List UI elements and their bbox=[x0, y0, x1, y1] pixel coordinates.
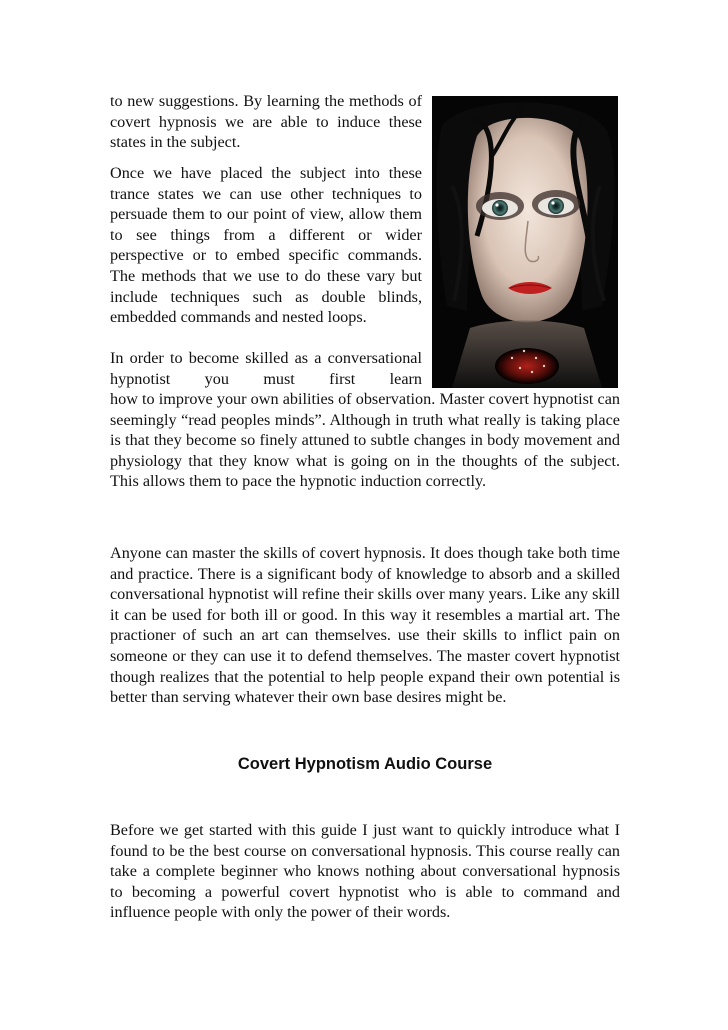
paragraph-observation-start: In order to become skilled as a conversational hypnotist you must first learn bbox=[110, 349, 422, 388]
paragraph-course-intro: Before we get started with this guide I just want to quickly introduce what I found to be the best course on conversational hypnosis. This course really can take a complete beginner who knows nothing about conversational hypnosis to becoming a powerful covert hypnotist who is able to command and influence people with only the power of their words. bbox=[110, 821, 620, 922]
portrait-image bbox=[432, 96, 618, 388]
paragraph-observation-continued: how to improve your own abilities of observation. Master covert hypnotist can seemingly “read peoples minds”. Although in truth what really is taking place is that they become so finely attuned to subtle changes in body movement and physiology that they know what is going on in the thoughts of the subject. This allows them to pace the hypnotic induction correctly. bbox=[110, 390, 620, 491]
paragraph-intro-continued: to new suggestions. By learning the methods of covert hypnosis we are able to induce these states in the subject. bbox=[110, 92, 422, 152]
paragraph-trance-techniques: Once we have placed the subject into these trance states we can use other techniques to persuade them to our point of view, allow them to see things from a different or wider perspective or to embed specific commands. The methods that we use to do these vary but include techniques such as double blinds, embedded commands and nested loops. bbox=[110, 164, 422, 327]
paragraph-master-skills: Anyone can master the skills of covert hypnosis. It does though take both time and practice. There is a significant body of knowledge to absorb and a skilled conversational hypnotist will refine their skills over many years. Like any skill it can be used for both ill or good. In this way it resembles a martial art. The practioner of such an art can themselves. use their skills to inflict pain on someone or they can use it to defend themselves. The master covert hypnotist though realizes that the potential to help people expand their own potential is better than serving whatever their own base desires might be. bbox=[110, 544, 620, 707]
section-heading: Covert Hypnotism Audio Course bbox=[237, 755, 493, 773]
